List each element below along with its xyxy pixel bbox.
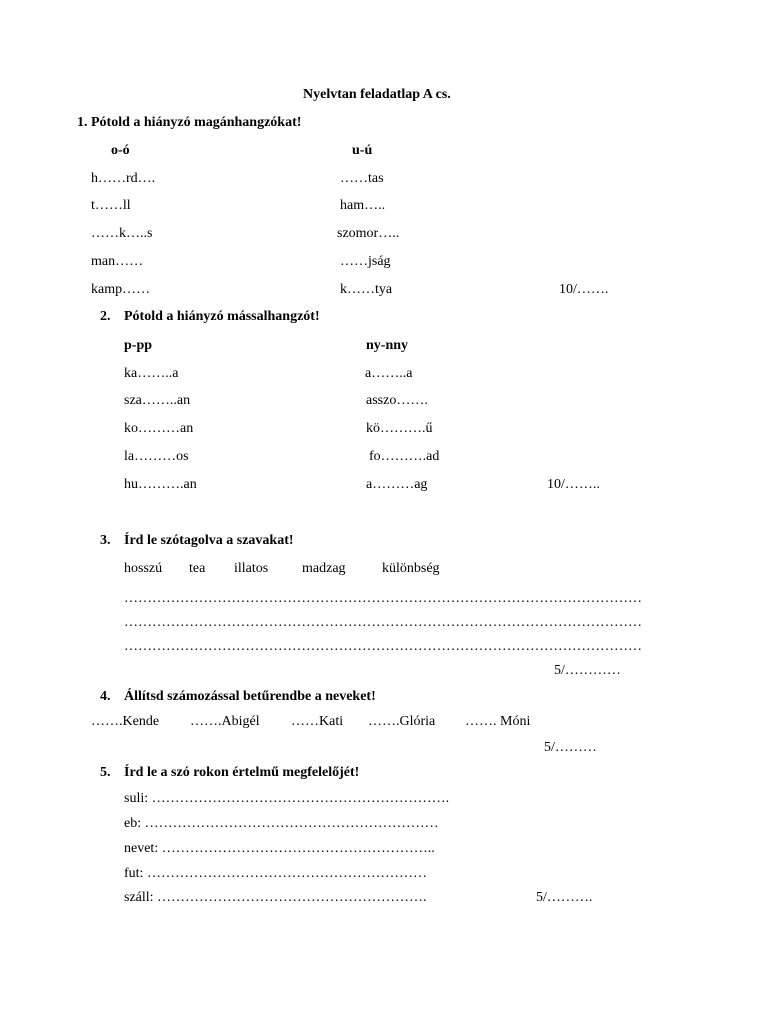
word: tea bbox=[189, 561, 206, 576]
score: 5/……… bbox=[544, 740, 597, 755]
fill-word: ko………an bbox=[124, 421, 194, 436]
task-number: 4. bbox=[100, 689, 111, 704]
answer-line: ………………………………………………………………………………………………… bbox=[124, 615, 642, 630]
fill-word: man…… bbox=[91, 254, 144, 269]
task-heading: Állítsd számozással betűrendbe a neveket! bbox=[124, 689, 376, 704]
fill-word: ……tas bbox=[340, 171, 384, 186]
fill-word: k……tya bbox=[340, 282, 393, 297]
fill-word: la………os bbox=[124, 449, 189, 464]
synonym-item: nevet: ………………………………………………….. bbox=[124, 841, 435, 856]
fill-word: a………ag bbox=[366, 477, 428, 492]
name-item: …….Abigél bbox=[190, 714, 260, 729]
task-heading: Pótold a hiányzó mássalhangzót! bbox=[124, 309, 320, 324]
synonym-item: eb: ……………………………………………………… bbox=[124, 816, 439, 831]
name-item: ……. Móni bbox=[465, 714, 531, 729]
fill-word: ……k…..s bbox=[91, 226, 153, 241]
fill-word: szomor….. bbox=[337, 226, 400, 241]
fill-word: kamp…… bbox=[91, 282, 151, 297]
task-heading: Írd le szótagolva a szavakat! bbox=[124, 533, 294, 548]
name-item: ……Kati bbox=[291, 714, 344, 729]
fill-word: ……jság bbox=[340, 254, 391, 269]
word: illatos bbox=[234, 561, 269, 576]
column-header-right: u-ú bbox=[352, 143, 373, 158]
task-number: 5. bbox=[100, 765, 111, 780]
word: madzag bbox=[302, 561, 346, 576]
synonym-item: suli: ………………………………………………………. bbox=[124, 791, 450, 806]
task-heading: Pótold a hiányzó magánhangzókat! bbox=[91, 115, 302, 130]
word: hosszú bbox=[124, 561, 163, 576]
task-number: 1. bbox=[77, 115, 88, 130]
column-header-left: p-pp bbox=[124, 338, 153, 353]
answer-line: ………………………………………………………………………………………………… bbox=[124, 591, 642, 606]
score: 10/……. bbox=[559, 282, 609, 297]
fill-word: asszo……. bbox=[366, 393, 428, 408]
score: 5/………. bbox=[536, 890, 593, 905]
score: 5/………… bbox=[554, 663, 621, 678]
fill-word: hu……….an bbox=[124, 477, 197, 492]
task-number: 2. bbox=[100, 309, 111, 324]
score: 10/…….. bbox=[547, 477, 600, 492]
fill-word: h……rd…. bbox=[91, 171, 156, 186]
word: különbség bbox=[382, 561, 440, 576]
fill-word: a……..a bbox=[365, 366, 413, 381]
answer-line: ………………………………………………………………………………………………… bbox=[124, 639, 642, 654]
column-header-left: o-ó bbox=[111, 143, 130, 158]
fill-word: ham….. bbox=[340, 198, 386, 213]
task-number: 3. bbox=[100, 533, 111, 548]
fill-word: kö……….ű bbox=[366, 421, 433, 436]
fill-word: ka……..a bbox=[124, 366, 179, 381]
synonym-item: száll: …………………………………………………. bbox=[124, 890, 427, 905]
column-header-right: ny-nny bbox=[366, 338, 409, 353]
name-item: …….Glória bbox=[368, 714, 436, 729]
name-item: …….Kende bbox=[91, 714, 160, 729]
fill-word: t……ll bbox=[91, 198, 131, 213]
fill-word: fo……….ad bbox=[369, 449, 440, 464]
page-title: Nyelvtan feladatlap A cs. bbox=[303, 87, 451, 102]
synonym-item: fut: …………………………………………………… bbox=[124, 866, 427, 881]
task-heading: Írd le a szó rokon értelmű megfelelőjét! bbox=[124, 765, 360, 780]
fill-word: sza……..an bbox=[124, 393, 191, 408]
